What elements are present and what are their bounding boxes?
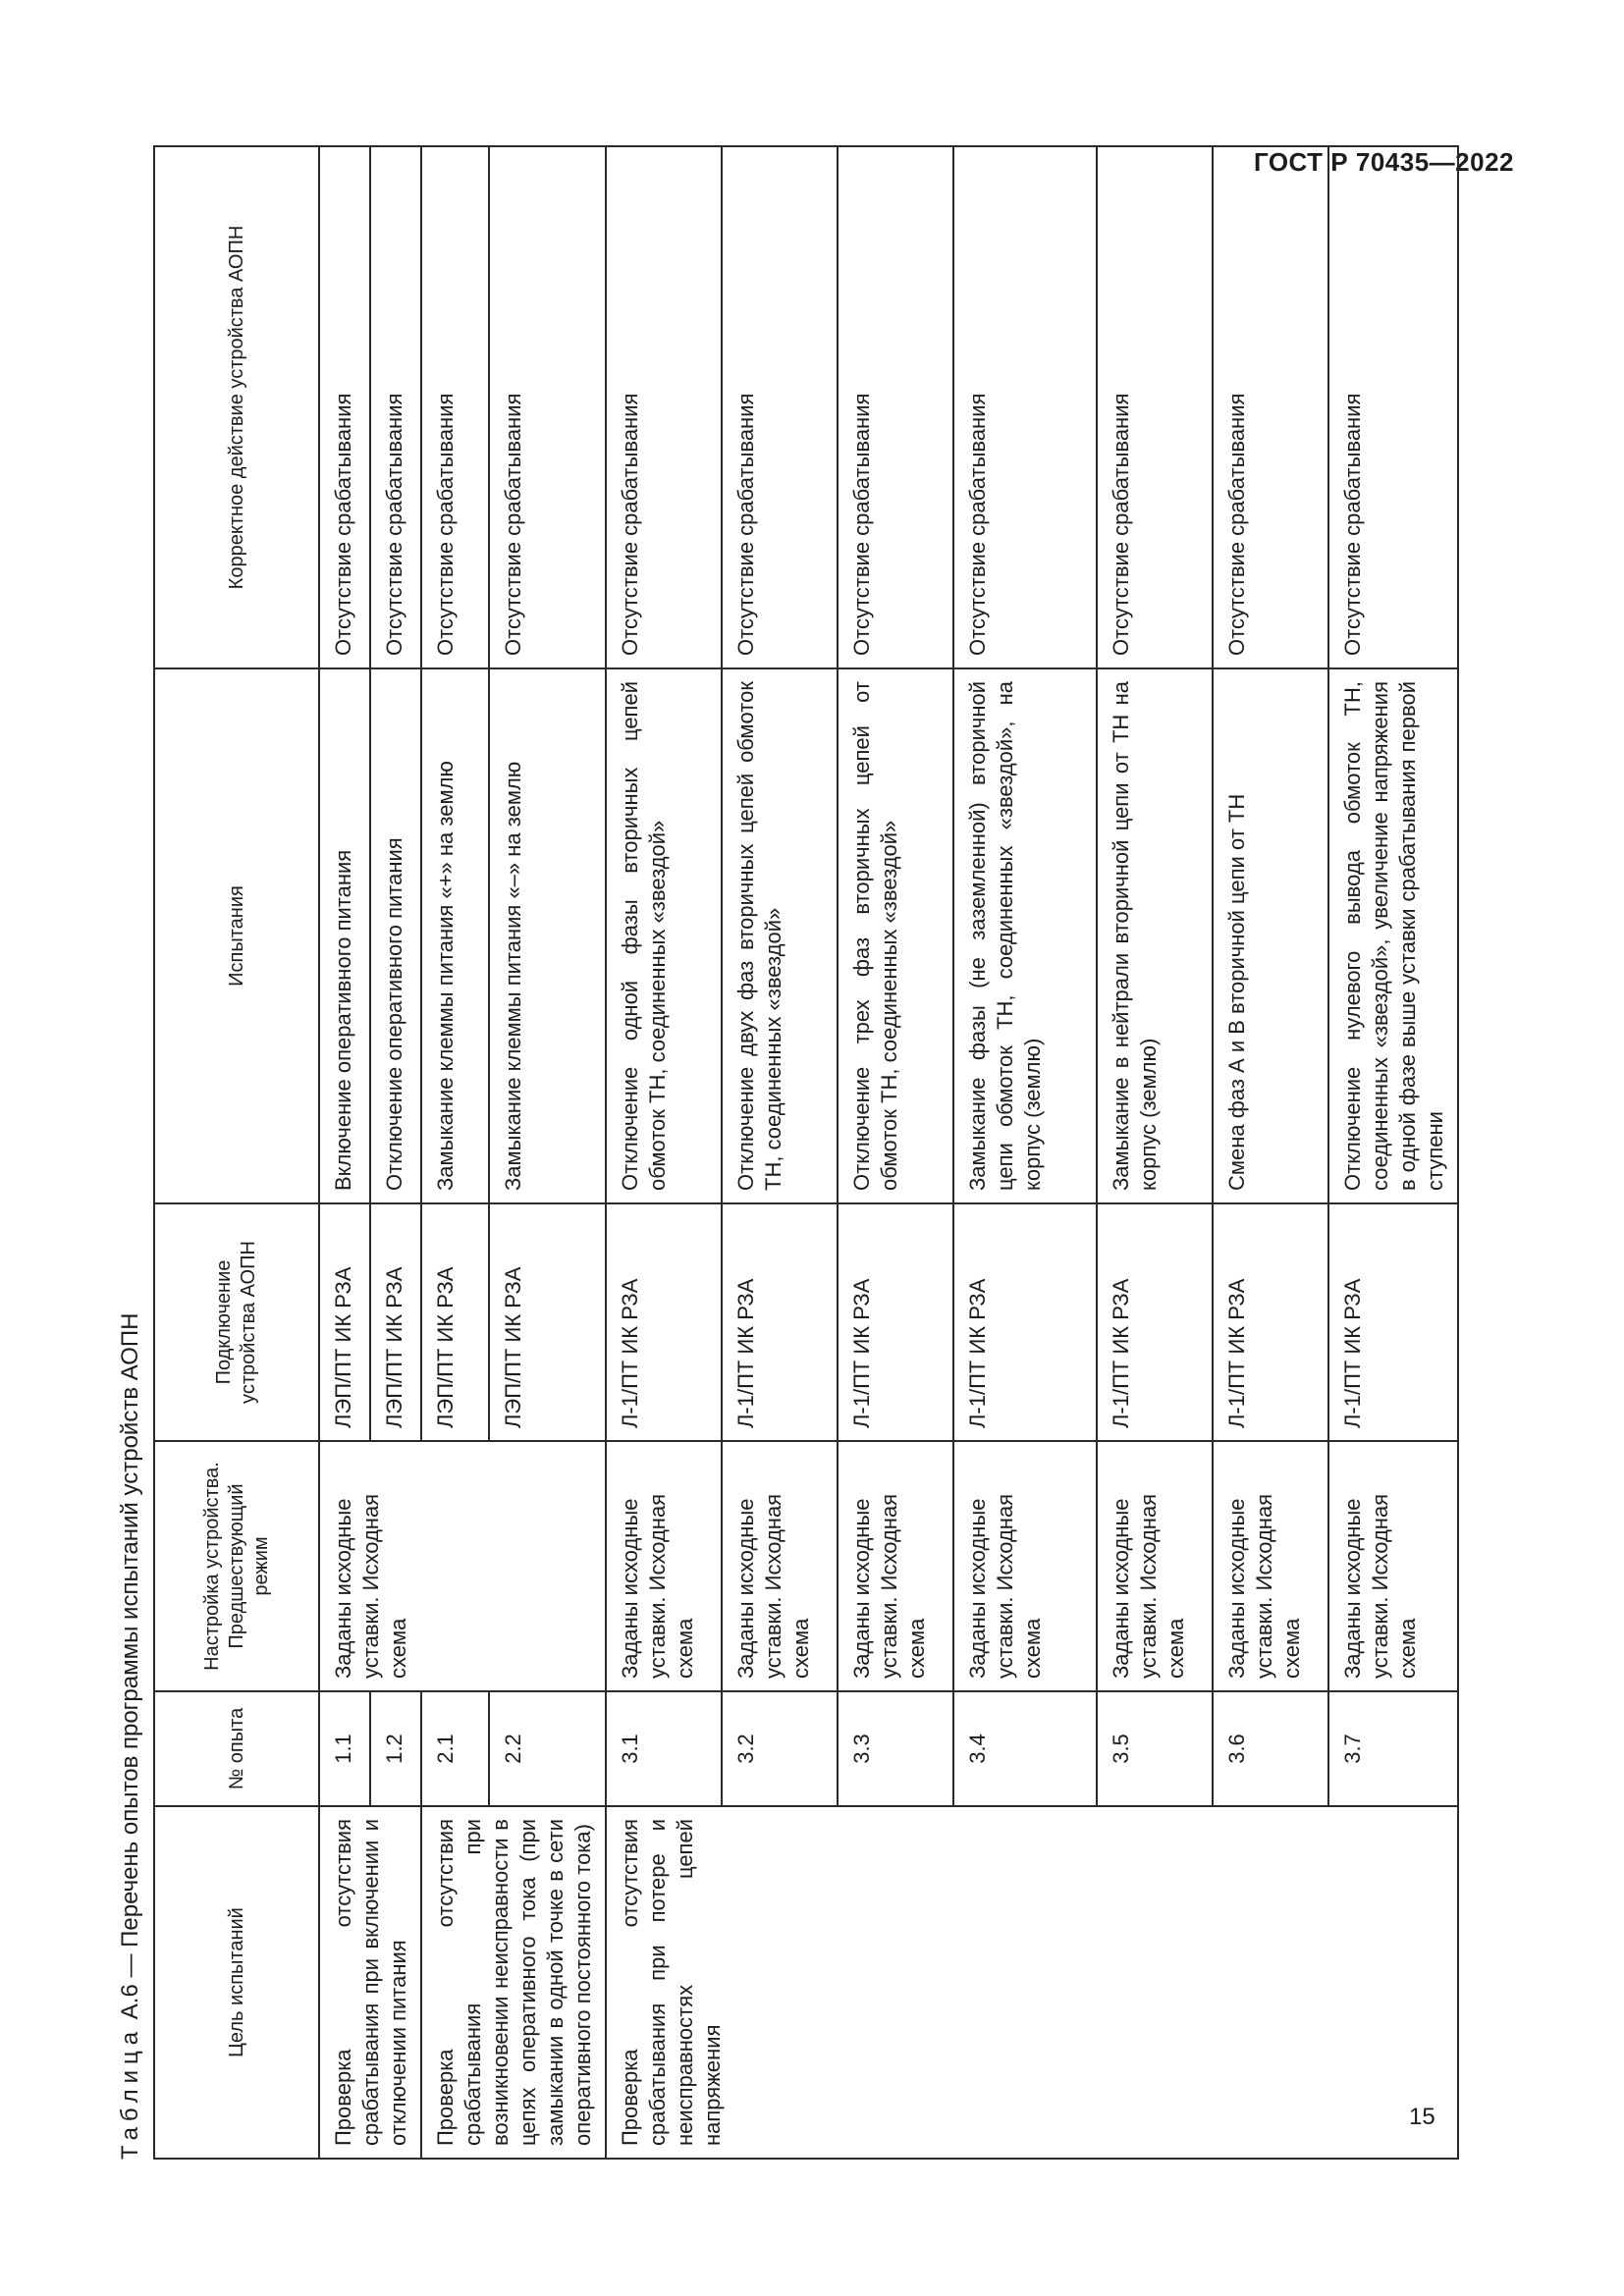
setup-cell: Заданы исходные уставки. Исходная схема: [319, 1441, 606, 1691]
num-cell: 3.3: [838, 1691, 953, 1806]
result-cell: Отсутствие срабатывания: [370, 146, 421, 668]
goal-cell: Проверка отсутствия срабатывания при включении и отключении питания: [319, 1806, 421, 2159]
test-cell: Отключение одной фазы вторичных цепей обмоток ТН, соединенных «звездой»: [606, 668, 722, 1203]
setup-cell: Заданы исходные уставки. Исходная схема: [1328, 1441, 1458, 1691]
result-cell: Отсутствие срабатывания: [1097, 146, 1213, 668]
num-cell: 1.1: [319, 1691, 370, 1806]
test-cell: Отключение оперативного питания: [370, 668, 421, 1203]
test-cell: Замыкание клеммы питания «–» на землю: [489, 668, 606, 1203]
num-cell: 3.6: [1213, 1691, 1328, 1806]
result-cell: Отсутствие срабатывания: [1328, 146, 1458, 668]
document-code: ГОСТ Р 70435—2022: [1253, 147, 1514, 177]
table-caption: [108, 147, 153, 2160]
num-cell: 3.5: [1097, 1691, 1213, 1806]
num-cell: 1.2: [370, 1691, 421, 1806]
connection-cell: ЛЭП/ПТ ИК РЗА: [319, 1203, 370, 1441]
test-cell: Замыкание в нейтрали вторичной цепи от ТН на корпус (землю): [1097, 668, 1213, 1203]
connection-cell: Л-1/ПТ ИК РЗА: [606, 1203, 722, 1441]
goal-cell: Проверка отсутствия срабатывания при возникновении неисправности в цепях оперативного тока (при замыкании в одной точке в сети оперативного постоянного тока): [421, 1806, 606, 2159]
header-num: № опыта: [154, 1691, 319, 1806]
connection-cell: Л-1/ПТ ИК РЗА: [953, 1203, 1097, 1441]
num-cell: 3.1: [606, 1691, 722, 1806]
num-cell: 2.2: [489, 1691, 606, 1806]
connection-cell: ЛЭП/ПТ ИК РЗА: [489, 1203, 606, 1441]
num-cell: 2.1: [421, 1691, 489, 1806]
result-cell: Отсутствие срабатывания: [606, 146, 722, 668]
header-connection: Подключение устройства АОПН: [154, 1203, 319, 1441]
result-cell: Отсутствие срабатывания: [722, 146, 838, 668]
result-cell: Отсутствие срабатывания: [838, 146, 953, 668]
header-setup: Настройка устройства. Предшествующий режим: [154, 1441, 319, 1691]
table-header-row: [154, 146, 319, 2159]
connection-cell: Л-1/ПТ ИК РЗА: [722, 1203, 838, 1441]
table-caption-text: А.6 — Перечень опытов программы испытаний устройств АОПН: [117, 1312, 143, 2026]
connection-cell: Л-1/ПТ ИК РЗА: [838, 1203, 953, 1441]
test-cell: Замыкание фазы (не заземленной) вторичной цепи обмоток ТН, соединенных «звездой», на корпус (землю): [953, 668, 1097, 1203]
table-row: [319, 146, 370, 2159]
test-cell: Отключение нулевого вывода обмоток ТН, соединенных «звездой», увеличение напряжения в одной фазе выше уставки срабатывания первой ступени: [1328, 668, 1458, 1203]
connection-cell: Л-1/ПТ ИК РЗА: [1328, 1203, 1458, 1441]
table-row: [421, 146, 489, 2159]
test-cell: Включение оперативного питания: [319, 668, 370, 1203]
result-cell: Отсутствие срабатывания: [421, 146, 489, 668]
setup-cell: Заданы исходные уставки. Исходная схема: [953, 1441, 1097, 1691]
test-cell: Отключение двух фаз вторичных цепей обмоток ТН, соединенных «звездой»: [722, 668, 838, 1203]
num-cell: 3.2: [722, 1691, 838, 1806]
tests-table: [153, 145, 1459, 2160]
test-cell: Отключение трех фаз вторичных цепей от обмоток ТН, соединенных «звездой»: [838, 668, 953, 1203]
table-row: [606, 146, 722, 2159]
connection-cell: ЛЭП/ПТ ИК РЗА: [421, 1203, 489, 1441]
page-number: 15: [1409, 2104, 1435, 2130]
header-test: Испытания: [154, 668, 319, 1203]
result-cell: Отсутствие срабатывания: [319, 146, 370, 668]
test-cell: Замыкание клеммы питания «+» на землю: [421, 668, 489, 1203]
connection-cell: Л-1/ПТ ИК РЗА: [1213, 1203, 1328, 1441]
goal-cell: Проверка отсутствия срабатывания при потере и неисправностях цепей напряжения: [606, 1806, 1458, 2159]
test-cell: Смена фаз А и В вторичной цепи от ТН: [1213, 668, 1328, 1203]
setup-cell: Заданы исходные уставки. Исходная схема: [606, 1441, 722, 1691]
header-goal: Цель испытаний: [154, 1806, 319, 2159]
connection-cell: Л-1/ПТ ИК РЗА: [1097, 1203, 1213, 1441]
setup-cell: Заданы исходные уставки. Исходная схема: [722, 1441, 838, 1691]
connection-cell: ЛЭП/ПТ ИК РЗА: [370, 1203, 421, 1441]
setup-cell: Заданы исходные уставки. Исходная схема: [1097, 1441, 1213, 1691]
header-result: Корректное действие устройства АОПН: [154, 146, 319, 668]
result-cell: Отсутствие срабатывания: [953, 146, 1097, 668]
result-cell: Отсутствие срабатывания: [489, 146, 606, 668]
result-cell: Отсутствие срабатывания: [1213, 146, 1328, 668]
setup-cell: Заданы исходные уставки. Исходная схема: [1213, 1441, 1328, 1691]
setup-cell: Заданы исходные уставки. Исходная схема: [838, 1441, 953, 1691]
num-cell: 3.4: [953, 1691, 1097, 1806]
table-caption-lead: Таблица: [117, 2025, 143, 2160]
num-cell: 3.7: [1328, 1691, 1458, 1806]
